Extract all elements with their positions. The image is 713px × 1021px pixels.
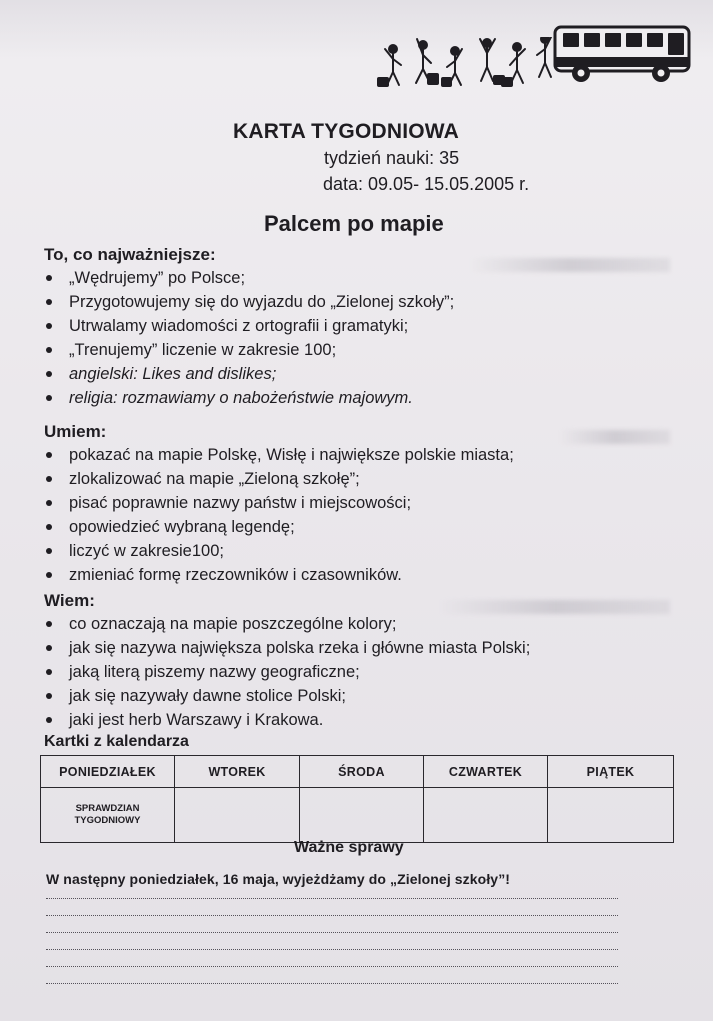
bullet-icon (46, 476, 52, 482)
column-header-thursday: CZWARTEK (424, 756, 548, 788)
column-header-friday: PIĄTEK (548, 756, 674, 788)
weekly-calendar-table (40, 755, 674, 843)
bullet-list (44, 266, 454, 410)
bullet-icon (46, 621, 52, 627)
bullet-icon (46, 452, 52, 458)
table-header-row (41, 756, 674, 788)
cell-friday (548, 788, 674, 843)
bullet-icon (46, 500, 52, 506)
bullet-icon (46, 645, 52, 651)
bullet-icon (46, 371, 52, 377)
bus-illustration (553, 21, 693, 85)
list-item: „Wędrujemy” po Polsce; (44, 266, 454, 290)
writing-line (46, 915, 618, 916)
list-item: religia: rozmawiamy o nabożeństwie majowym. (44, 386, 454, 410)
cell-tuesday (175, 788, 300, 843)
list-item: jaką literą piszemy nazwy geograficzne; (44, 660, 530, 684)
faded-mark (470, 258, 670, 272)
cell-wednesday (300, 788, 424, 843)
list-item: Utrwalamy wiadomości z ortografii i gramatyki; (44, 314, 454, 338)
topic-title: Palcem po mapie (264, 211, 444, 236)
bullet-icon (46, 572, 52, 578)
list-item: jaki jest herb Warszawy i Krakowa. (44, 708, 530, 732)
section-heading: Umiem: (44, 422, 107, 441)
header-illustration (365, 15, 700, 100)
bullet-icon (46, 524, 52, 530)
column-header-monday: PONIEDZIAŁEK (41, 756, 175, 788)
bullet-icon (46, 693, 52, 699)
bullet-icon (46, 347, 52, 353)
list-item: jak się nazywały dawne stolice Polski; (44, 684, 530, 708)
list-item: pokazać na mapie Polskę, Wisłę i największe polskie miasta; (44, 443, 514, 467)
list-item: pisać poprawnie nazwy państw i miejscowości; (44, 491, 514, 515)
bullet-list (44, 443, 514, 587)
bullet-icon (46, 669, 52, 675)
faded-mark (560, 430, 670, 444)
column-header-wednesday: ŚRODA (300, 756, 424, 788)
bullet-icon (46, 395, 52, 401)
list-item: angielski: Likes and dislikes; (44, 362, 454, 386)
list-item: jak się nazywa największa polska rzeka i główne miasta Polski; (44, 636, 530, 660)
bullet-list (44, 612, 530, 732)
children-with-luggage-illustration (365, 37, 565, 97)
list-item: Przygotowujemy się do wyjazdu do „Zielonej szkoły”; (44, 290, 454, 314)
list-item: opowiedzieć wybraną legendę; (44, 515, 514, 539)
cell-monday (41, 788, 175, 843)
section-can (44, 421, 514, 587)
bullet-icon (46, 275, 52, 281)
writing-line (46, 949, 618, 950)
date-range: data: 09.05- 15.05.2005 r. (323, 174, 530, 194)
bullet-icon (46, 548, 52, 554)
list-item: „Trenujemy” liczenie w zakresie 100; (44, 338, 454, 362)
section-heading: To, co najważniejsze: (44, 245, 216, 264)
writing-line (46, 983, 618, 984)
list-item: co oznaczają na mapie poszczególne kolory; (44, 612, 530, 636)
study-week: tydzień nauki: 35 (324, 148, 460, 168)
writing-line (46, 932, 618, 933)
worksheet-title: KARTA TYGODNIOWA (233, 120, 460, 143)
bullet-icon (46, 323, 52, 329)
section-important (44, 244, 454, 410)
list-item: zlokalizować na mapie „Zieloną szkołę”; (44, 467, 514, 491)
list-item: zmieniać formę rzeczowników i czasowników. (44, 563, 514, 587)
section-know (44, 590, 530, 732)
cell-text: SPRAWDZIAN TYGODNIOWY (74, 803, 141, 826)
bullet-icon (46, 717, 52, 723)
writing-line (46, 898, 618, 899)
table-row (41, 788, 674, 843)
cell-thursday (424, 788, 548, 843)
calendar-heading: Kartki z kalendarza (44, 733, 189, 750)
section-heading: Wiem: (44, 591, 95, 610)
writing-line (46, 966, 618, 967)
important-note: W następny poniedziałek, 16 maja, wyjeżdżamy do „Zielonej szkoły”! (46, 871, 511, 887)
bullet-icon (46, 299, 52, 305)
important-matters-heading: Ważne sprawy (294, 839, 404, 856)
column-header-tuesday: WTOREK (175, 756, 300, 788)
list-item: liczyć w zakresie100; (44, 539, 514, 563)
